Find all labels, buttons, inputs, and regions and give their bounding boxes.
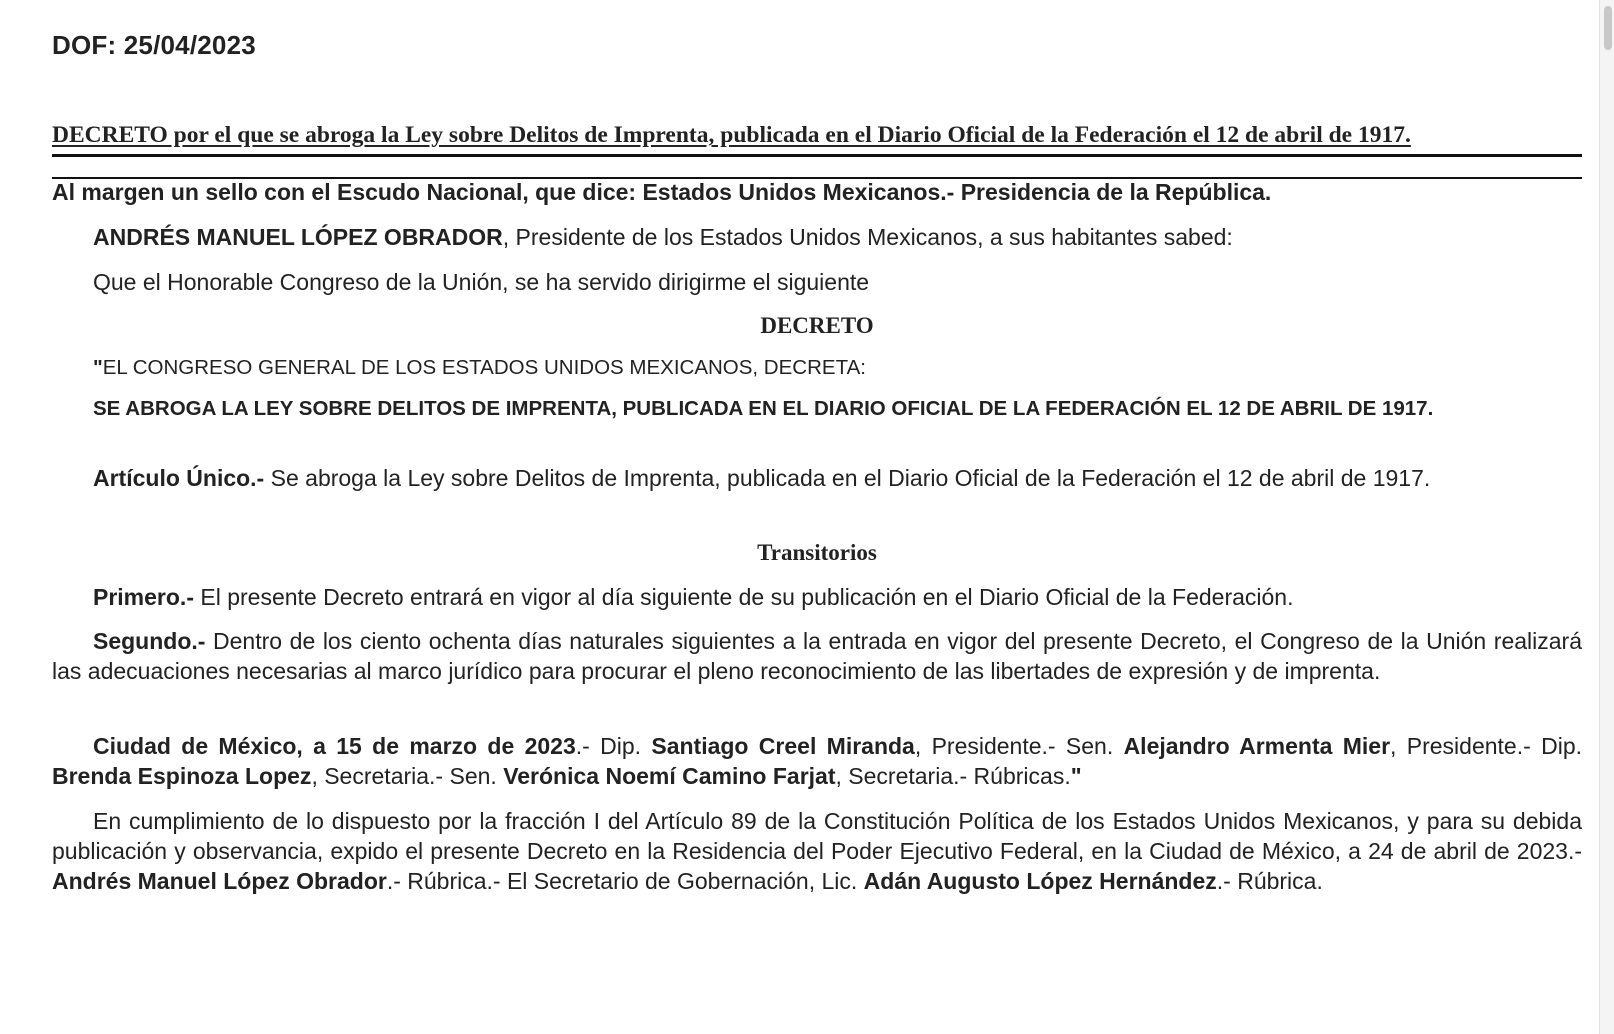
decree-heading: DECRETO — [760, 313, 874, 338]
congress-paragraph: Que el Honorable Congreso de la Unión, se ha servido dirigirme el siguiente — [93, 269, 870, 295]
closing-name-1: Andrés Manuel López Obrador — [52, 868, 387, 894]
segundo-text: Dentro de los ciento ochenta días naturales siguientes a la entrada en vigor del presente Decreto, el Congreso de la Unión realizará las adecuaciones necesarias al marco jurídico para procurar el pleno reconocimiento de las libertades de expresión y de imprenta. — [52, 628, 1582, 684]
signatures-text-1: .- Dip. — [575, 733, 652, 759]
opening-quote: " — [93, 356, 103, 379]
closing-text-3: .- Rúbrica. — [1216, 868, 1323, 894]
closing-name-2: Adán Augusto López Hernández — [863, 868, 1217, 894]
signatory-name-1: Santiago Creel Miranda — [651, 733, 915, 759]
segundo-paragraph — [52, 626, 1582, 686]
signatory-name-3: Brenda Espinoza Lopez — [52, 763, 312, 789]
seal-paragraph: Al margen un sello con el Escudo Nacional, que dice: Estados Unidos Mexicanos.- Presidencia de la República. — [52, 179, 1272, 205]
signatures-text-3: , Presidente.- Dip. — [1390, 733, 1583, 759]
president-name: ANDRÉS MANUEL LÓPEZ OBRADOR — [93, 224, 503, 250]
decreta-text: EL CONGRESO GENERAL DE LOS ESTADOS UNIDOS MEXICANOS, DECRETA: — [102, 356, 866, 379]
signatures-text-2: , Presidente.- Sen. — [914, 733, 1124, 759]
intro-paragraph — [52, 222, 1582, 252]
segundo-label: Segundo.- — [93, 628, 206, 654]
closing-text-2: .- Rúbrica.- El Secretario de Gobernación, Lic. — [386, 868, 864, 894]
vertical-scrollbar[interactable] — [1599, 0, 1614, 1034]
decreta-paragraph — [52, 353, 1582, 383]
articulo-text: Se abroga la Ley sobre Delitos de Imprenta, publicada en el Diario Oficial de la Federación el 12 de abril de 1917. — [264, 465, 1431, 491]
signing-place-date: Ciudad de México, a 15 de marzo de 2023 — [93, 733, 576, 759]
publication-date: DOF: 25/04/2023 — [52, 30, 256, 60]
signatory-name-2: Alejandro Armenta Mier — [1123, 733, 1391, 759]
intro-text: , Presidente de los Estados Unidos Mexicanos, a sus habitantes sabed: — [502, 224, 1233, 250]
articulo-label: Artículo Único.- — [93, 465, 265, 491]
signatures-text-5: , Secretaria.- Rúbricas. — [835, 763, 1071, 789]
decree-title-link[interactable]: DECRETO por el que se abroga la Ley sobre Delitos de Imprenta, publicada en el Diario Oficial de la Federación el 12 de abril de 1917. — [52, 122, 1411, 148]
articulo-paragraph — [52, 463, 1582, 493]
signatory-name-4: Verónica Noemí Camino Farjat — [503, 763, 836, 789]
closing-paragraph — [52, 806, 1582, 896]
signatures-paragraph — [52, 731, 1582, 791]
transitorios-heading: Transitorios — [757, 540, 877, 565]
primero-text: El presente Decreto entrará en vigor al día siguiente de su publicación en el Diario Oficial de la Federación. — [193, 584, 1294, 610]
scrollbar-thumb[interactable] — [1604, 6, 1612, 50]
closing-quote: " — [1070, 763, 1082, 789]
abroga-caps-paragraph: SE ABROGA LA LEY SOBRE DELITOS DE IMPRENTA, PUBLICADA EN EL DIARIO OFICIAL DE LA FEDERACIÓN EL 12 DE ABRIL DE 1917. — [93, 397, 1434, 420]
closing-text: En cumplimiento de lo dispuesto por la fracción I del Artículo 89 de la Constitución Política de los Estados Unidos Mexicanos, y para su debida publicación y observancia, expido el presente Decreto en la Residencia del Poder Ejecutivo Federal, en la Ciudad de México, a 24 de abril de 2023.- — [52, 808, 1582, 864]
primero-label: Primero.- — [93, 584, 194, 610]
primero-paragraph — [52, 582, 1582, 612]
title-rule-thick — [52, 154, 1582, 157]
signatures-text-4: , Secretaria.- Sen. — [311, 763, 504, 789]
